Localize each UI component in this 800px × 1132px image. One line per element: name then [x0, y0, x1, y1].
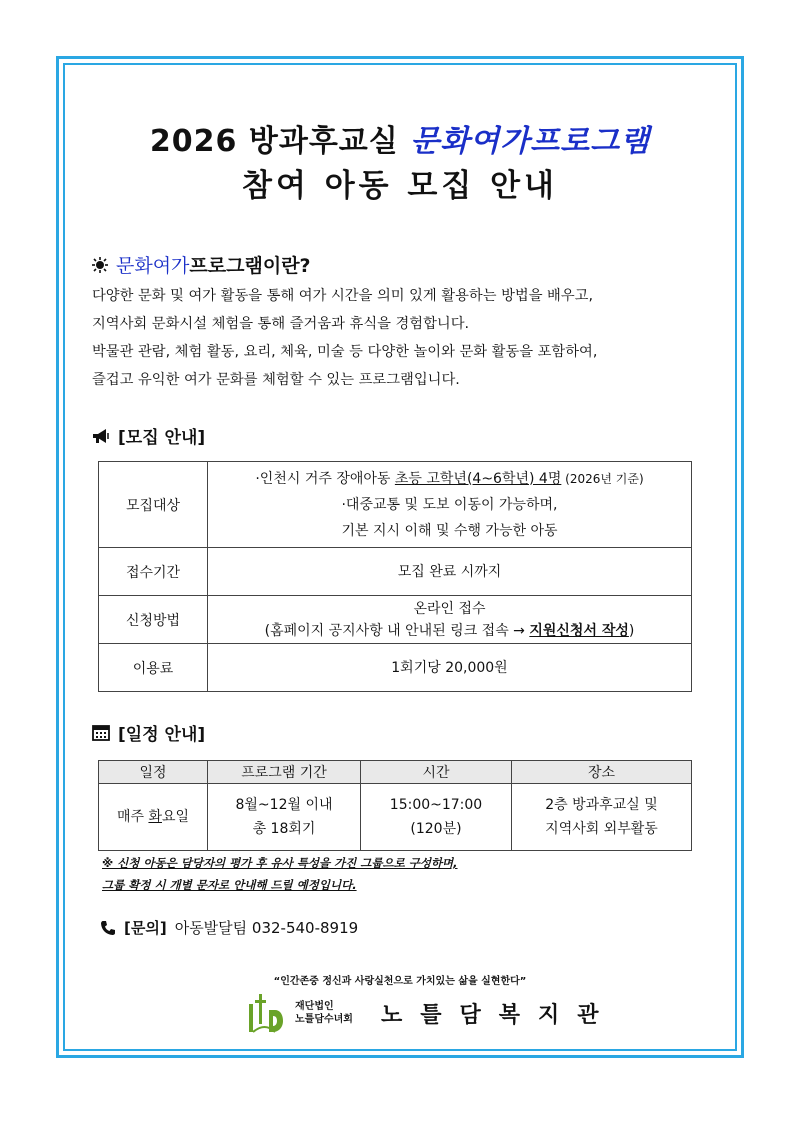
org-small-line: 재단법인: [295, 1001, 334, 1012]
time-cell: [361, 784, 512, 851]
organization-logo-icon: [245, 992, 285, 1034]
contact-label: [문의]: [124, 919, 167, 937]
method-label: 신청방법: [99, 596, 208, 644]
slogan: “인간존중 정신과 사랑실천으로 가치있는 삶을 실현한다”: [273, 976, 527, 987]
method-text-underlined: 지원신청서 작성: [529, 622, 629, 639]
title-prefix: 2026 방과후교실: [149, 124, 411, 159]
time-text: 15:00~17:00: [389, 797, 483, 813]
org-small-line: 노틀담수녀회: [295, 1014, 353, 1025]
intro-line: 다양한 문화 및 여가 활동을 통해 여가 시간을 의미 있게 활용하는 방법을 배우고,: [92, 288, 594, 304]
schedule-table: [98, 760, 692, 851]
method-text: 온라인 접수: [413, 600, 486, 617]
table-row: [99, 596, 692, 644]
place-cell: [512, 784, 692, 851]
title-line-1: [63, 116, 737, 160]
table-row: [99, 644, 692, 692]
org-small-name: [295, 1000, 353, 1026]
title-line-2: 참여 아동 모집 안내: [242, 168, 558, 204]
column-header: 일정: [99, 761, 208, 784]
target-text: ·인천시 거주 장애아동: [255, 470, 395, 487]
intro-heading: [92, 251, 311, 278]
fee-label: 이용료: [99, 644, 208, 692]
org-name: 노틀담복지관: [380, 1002, 617, 1028]
column-header: 시간: [361, 761, 512, 784]
contact-value: 아동발달팀 032-540-8919: [174, 919, 359, 937]
period-text: 8월~12월 이내: [235, 797, 333, 813]
megaphone-icon: [92, 428, 110, 444]
sun-icon: [92, 257, 108, 273]
target-text-underlined: 초등 고학년(4~6학년) 4명: [394, 470, 562, 487]
target-text-year: (2026년 기준): [561, 471, 644, 486]
fee-value: 1회기당 20,000원: [208, 644, 692, 692]
recruit-heading-text: [모집 안내]: [118, 428, 206, 448]
table-row: [99, 784, 692, 851]
title-highlight: 문화여가프로그램: [410, 124, 651, 159]
recruit-table: [98, 461, 692, 692]
column-header: 장소: [512, 761, 692, 784]
method-value: [208, 596, 692, 644]
note-line: 그룹 확정 시 개별 문자로 안내해 드릴 예정입니다.: [102, 878, 357, 892]
target-text: 기본 지시 이해 및 수행 가능한 아동: [341, 522, 558, 539]
period-text: 총 18회기: [252, 821, 316, 837]
day-text-underlined: 화: [148, 809, 162, 825]
org-logo: [245, 992, 616, 1034]
place-text: 지역사회 외부활동: [545, 821, 658, 837]
note-line: ※ 신청 아동은 담당자의 평가 후 유사 특성을 가진 그룹으로 구성하며,: [102, 856, 458, 870]
period-value: 모집 완료 시까지: [208, 548, 692, 596]
target-text: ·대중교통 및 도보 이동이 가능하며,: [341, 496, 558, 513]
schedule-heading: [92, 720, 205, 745]
column-header: 프로그램 기간: [208, 761, 361, 784]
table-row: [99, 462, 692, 548]
day-cell: [99, 784, 208, 851]
target-value: [208, 462, 692, 548]
period-label: 접수기간: [99, 548, 208, 596]
calendar-icon: [92, 724, 110, 741]
intro-line: 즐겁고 유익한 여가 문화를 체험할 수 있는 프로그램입니다.: [92, 372, 460, 388]
intro-line: 박물관 관람, 체험 활동, 요리, 체육, 미술 등 다양한 놀이와 문화 활동을 포함하여,: [92, 344, 598, 360]
table-row: [99, 548, 692, 596]
intro-line: 지역사회 문화시설 체험을 통해 즐거움과 휴식을 경험합니다.: [92, 316, 470, 332]
time-text: (120분): [410, 821, 462, 837]
intro-heading-blue: 문화여가: [116, 255, 190, 277]
method-text: (홈페이지 공지사항 내 안내된 링크 접속 →: [264, 622, 530, 639]
table-header-row: [99, 761, 692, 784]
period-cell: [208, 784, 361, 851]
day-text: 매주: [116, 809, 149, 825]
method-text: ): [628, 622, 635, 639]
schedule-heading-text: [일정 안내]: [118, 725, 206, 745]
place-text: 2층 방과후교실 및: [545, 797, 658, 813]
recruit-heading: [92, 423, 205, 448]
day-text: 요일: [161, 809, 190, 825]
schedule-note: [102, 852, 458, 896]
phone-icon: [100, 920, 116, 936]
intro-heading-rest: 프로그램이란?: [189, 255, 311, 277]
target-label: 모집대상: [99, 462, 208, 548]
contact-info: [100, 917, 358, 938]
intro-paragraph: [92, 282, 712, 394]
